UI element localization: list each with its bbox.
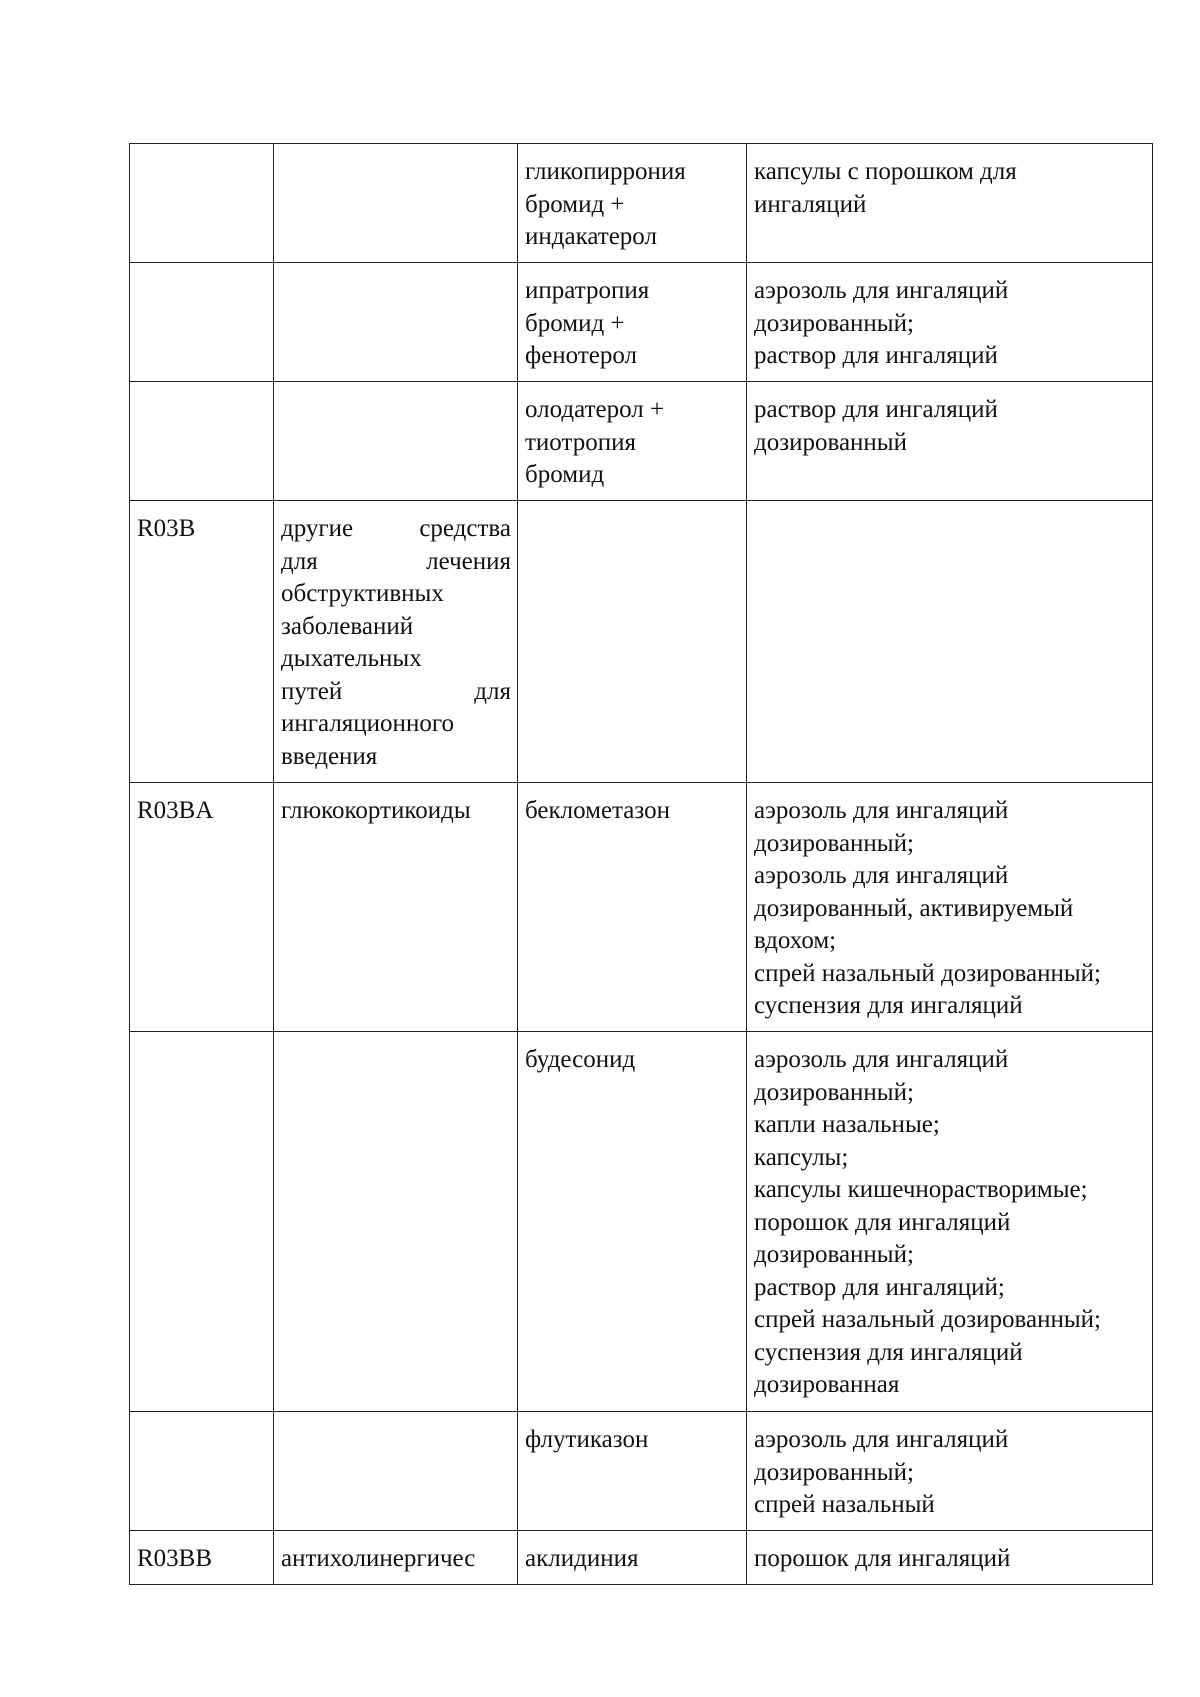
atc-code: R03BB xyxy=(137,1545,213,1572)
anatomical-group-cell xyxy=(274,1412,518,1531)
group-name-line: для лечения xyxy=(281,547,511,575)
anatomical-group-cell xyxy=(274,382,518,501)
anatomical-group-cell xyxy=(274,263,518,382)
atc-code-cell xyxy=(130,144,274,263)
dosage-forms-cell xyxy=(747,1412,1153,1531)
group-name-line: введения xyxy=(281,742,378,770)
dosage-form-line: дозированный xyxy=(754,428,907,456)
dosage-forms-cell xyxy=(747,263,1153,382)
table-row xyxy=(130,783,1153,1032)
atc-code-cell xyxy=(130,263,274,382)
drug-name-line: ипратропия xyxy=(525,277,650,304)
dosage-form-line: аэрозоль для ингаляций xyxy=(754,1426,1009,1453)
atc-code-cell xyxy=(130,783,274,1032)
dosage-form-line: капли назальные; xyxy=(754,1111,940,1138)
dosage-form-line: ингаляций xyxy=(754,190,867,218)
dosage-forms-cell xyxy=(747,144,1153,263)
dosage-forms-cell xyxy=(747,1032,1153,1412)
group-name-line: другие средства xyxy=(281,515,511,542)
dosage-forms-cell xyxy=(747,1531,1153,1585)
group-name-line: заболеваний xyxy=(281,612,414,640)
table-row xyxy=(130,382,1153,501)
dosage-forms-cell xyxy=(747,501,1153,783)
medication-table xyxy=(129,143,1153,1585)
drug-name-line: флутиказон xyxy=(525,1426,649,1453)
dosage-form-line: аэрозоль для ингаляций xyxy=(754,1046,1009,1073)
group-name-line: путей для xyxy=(281,677,511,705)
drug-name-cell xyxy=(518,1032,747,1412)
group-name-line: глюкокортикоиды xyxy=(281,797,471,824)
dosage-form-line: дозированный; xyxy=(754,829,914,857)
dosage-form-line: спрей назальный дозированный; xyxy=(754,1306,1101,1333)
table-row xyxy=(130,1032,1153,1412)
table-body xyxy=(130,144,1153,1585)
atc-code-cell xyxy=(130,1531,274,1585)
drug-name-line: бромид + xyxy=(525,190,625,218)
table-row xyxy=(130,263,1153,382)
anatomical-group-cell xyxy=(274,783,518,1032)
dosage-form-line: аэрозоль для ингаляций xyxy=(754,797,1009,824)
drug-name-cell xyxy=(518,144,747,263)
drug-name-line: будесонид xyxy=(525,1046,636,1073)
dosage-form-line: аэрозоль для ингаляций xyxy=(754,277,1009,304)
anatomical-group-cell xyxy=(274,144,518,263)
drug-name-cell xyxy=(518,501,747,783)
dosage-form-line: спрей назальный дозированный; xyxy=(754,959,1101,987)
drug-name-cell xyxy=(518,783,747,1032)
table-row xyxy=(130,1412,1153,1531)
anatomical-group-cell xyxy=(274,1531,518,1585)
dosage-form-line: раствор для ингаляций; xyxy=(754,1273,1005,1301)
drug-name-cell xyxy=(518,382,747,501)
table-row xyxy=(130,501,1153,783)
atc-code: R03BA xyxy=(137,797,214,824)
dosage-form-line: дозированный; xyxy=(754,1241,914,1268)
drug-name-line: беклометазон xyxy=(525,797,670,824)
dosage-form-line: вдохом; xyxy=(754,927,837,954)
group-name-line: дыхательных xyxy=(281,645,422,672)
group-name-line: ингаляционного xyxy=(281,710,454,737)
group-name-line: обструктивных xyxy=(281,580,444,607)
dosage-form-line: спрей назальный xyxy=(754,1491,935,1518)
dosage-form-line: капсулы; xyxy=(754,1143,849,1171)
dosage-forms-cell xyxy=(747,382,1153,501)
drug-name-line: тиотропия xyxy=(525,428,636,456)
dosage-forms-cell xyxy=(747,783,1153,1032)
atc-code-cell xyxy=(130,1032,274,1412)
dosage-form-line: дозированный, активируемый xyxy=(754,894,1074,922)
dosage-form-line: аэрозоль для ингаляций xyxy=(754,862,1009,889)
atc-code-cell xyxy=(130,501,274,783)
dosage-form-line: капсулы кишечнорастворимые; xyxy=(754,1176,1088,1203)
table-row xyxy=(130,1531,1153,1585)
dosage-form-line: суспензия для ингаляций xyxy=(754,992,1023,1019)
table-row xyxy=(130,144,1153,263)
group-name-line: антихолинергичес xyxy=(281,1545,476,1572)
dosage-form-line: порошок для ингаляций xyxy=(754,1208,1011,1236)
drug-name-line: бромид xyxy=(525,461,605,488)
anatomical-group-cell xyxy=(274,1032,518,1412)
drug-name-line: аклидиния xyxy=(525,1545,639,1572)
dosage-form-line: капсулы с порошком для xyxy=(754,158,1017,185)
drug-name-line: гликопиррония xyxy=(525,158,686,185)
drug-name-cell xyxy=(518,263,747,382)
atc-code-cell xyxy=(130,1412,274,1531)
dosage-form-line: порошок для ингаляций xyxy=(754,1545,1011,1572)
dosage-form-line: дозированный; xyxy=(754,1078,914,1106)
atc-code-cell xyxy=(130,382,274,501)
drug-name-line: бромид + xyxy=(525,309,625,337)
dosage-form-line: дозированный; xyxy=(754,309,914,337)
dosage-form-line: дозированный; xyxy=(754,1458,914,1486)
dosage-form-line: дозированная xyxy=(754,1371,900,1398)
drug-name-cell xyxy=(518,1412,747,1531)
drug-name-line: фенотерол xyxy=(525,342,638,369)
drug-name-cell xyxy=(518,1531,747,1585)
dosage-form-line: раствор для ингаляций xyxy=(754,342,998,369)
drug-name-line: индакатерол xyxy=(525,223,657,250)
dosage-form-line: раствор для ингаляций xyxy=(754,396,998,423)
dosage-form-line: суспензия для ингаляций xyxy=(754,1338,1023,1366)
anatomical-group-cell xyxy=(274,501,518,783)
drug-name-line: олодатерол + xyxy=(525,396,665,423)
atc-code: R03B xyxy=(137,515,196,542)
